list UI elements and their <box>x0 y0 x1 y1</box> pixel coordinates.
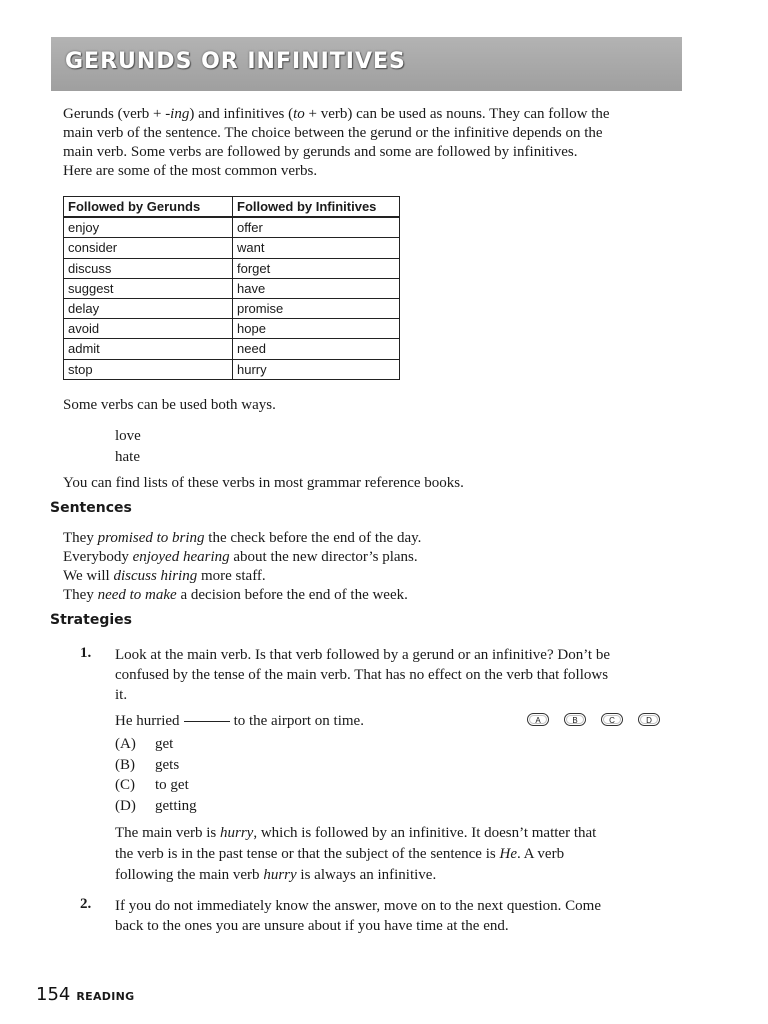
option-c <box>115 775 197 796</box>
sentence-text: the check before the end of the day. <box>204 530 422 546</box>
section-label: READING <box>76 990 135 1003</box>
table-header-row <box>64 197 400 218</box>
explanation <box>115 823 596 886</box>
sentence-text: They <box>63 587 98 603</box>
option-letter: (A) <box>115 736 136 752</box>
intro-line-1 <box>63 105 610 124</box>
infinitive-cell: forget <box>233 258 400 278</box>
explanation-text: following the main verb <box>115 867 264 883</box>
strategy-2-number: 2. <box>80 896 92 912</box>
explanation-text: the verb is in the past tense or that the subject of the sentence is <box>115 846 500 862</box>
infinitive-cell: have <box>233 278 400 298</box>
lists-note: You can find lists of these verbs in most grammar reference books. <box>63 475 464 491</box>
explanation-emphasis: hurry <box>263 867 297 883</box>
answer-bubbles <box>527 713 660 726</box>
explanation-text: , which is followed by an infinitive. It doesn’t matter that <box>253 825 597 841</box>
option-text: getting <box>155 797 197 814</box>
title-banner <box>51 37 682 91</box>
explanation-text: The main verb is <box>115 825 220 841</box>
strategy-1-line: confused by the tense of the main verb. That has no effect on the verb that follows <box>115 667 609 683</box>
sentence-4 <box>63 586 421 605</box>
strategy-2-line: back to the ones you are unsure about if you have time at the end. <box>115 918 509 934</box>
infinitive-cell: promise <box>233 298 400 318</box>
bubble-d[interactable]: D <box>638 713 660 726</box>
intro-line-3: main verb. Some verbs are followed by gerunds and some are followed by infinitives. <box>63 144 578 160</box>
both-example-love: love <box>115 428 141 444</box>
bubble-c[interactable]: C <box>601 713 623 726</box>
explanation-text: . A verb <box>516 846 565 862</box>
table-row <box>64 339 400 359</box>
infinitive-cell: hurry <box>233 359 400 379</box>
example-question <box>115 712 364 731</box>
table-row <box>64 258 400 278</box>
intro-emphasis: to <box>293 106 305 122</box>
explanation-text: is always an infinitive. <box>296 867 437 883</box>
sentence-emphasis: need to make <box>97 587 177 603</box>
sentence-text: more staff. <box>197 568 266 584</box>
header-gerunds: Followed by Gerunds <box>64 197 233 218</box>
sentence-1 <box>63 529 421 548</box>
page-number: 154 <box>36 984 71 1005</box>
option-b <box>115 755 197 776</box>
table-row <box>64 319 400 339</box>
sentences-heading: Sentences <box>50 500 132 516</box>
intro-text: Gerunds (verb + <box>63 106 166 122</box>
intro-text: ) and infinitives ( <box>189 106 294 122</box>
sentence-text: a decision before the end of the week. <box>176 587 408 603</box>
strategy-1-line: it. <box>115 687 128 703</box>
strategy-2-text <box>115 896 601 936</box>
table-row <box>64 359 400 379</box>
option-a <box>115 734 197 755</box>
table-row <box>64 217 400 238</box>
both-ways-note: Some verbs can be used both ways. <box>63 397 276 413</box>
bubble-b[interactable]: B <box>564 713 586 726</box>
option-text: get <box>155 736 174 752</box>
gerund-cell: suggest <box>64 278 233 298</box>
gerund-cell: avoid <box>64 319 233 339</box>
infinitive-cell: need <box>233 339 400 359</box>
question-end: to the airport on time. <box>233 713 364 729</box>
intro-emphasis: -ing <box>165 106 190 122</box>
sentence-text: about the new director’s plans. <box>229 549 418 565</box>
sentence-text: We will <box>63 568 114 584</box>
bubble-a[interactable]: A <box>527 713 549 726</box>
infinitive-cell: offer <box>233 217 400 238</box>
sentences-block <box>63 529 421 605</box>
intro-paragraph <box>63 105 610 181</box>
option-letter: (B) <box>115 756 135 773</box>
explanation-line <box>115 865 596 886</box>
answer-blank <box>184 721 230 722</box>
sentence-emphasis: enjoyed hearing <box>132 549 230 565</box>
sentence-emphasis: promised to bring <box>97 530 205 546</box>
explanation-line <box>115 823 596 844</box>
gerund-cell: enjoy <box>64 217 233 238</box>
infinitive-cell: want <box>233 238 400 258</box>
header-infinitives: Followed by Infinitives <box>233 197 400 218</box>
option-d <box>115 796 197 817</box>
explanation-line <box>115 844 596 865</box>
intro-text: + verb) can be used as nouns. They can follow the <box>304 106 610 122</box>
option-text: gets <box>155 756 180 773</box>
strategy-1-text <box>115 645 610 705</box>
answer-options <box>115 734 197 816</box>
sentence-2 <box>63 548 421 567</box>
table-row <box>64 298 400 318</box>
verb-table <box>63 196 400 380</box>
both-example-hate: hate <box>115 449 140 465</box>
explanation-emphasis: hurry <box>219 825 254 841</box>
gerund-cell: consider <box>64 238 233 258</box>
strategy-1-number: 1. <box>80 645 92 661</box>
gerund-cell: stop <box>64 359 233 379</box>
infinitive-cell: hope <box>233 319 400 339</box>
sentence-text: They <box>63 530 98 546</box>
option-letter: (C) <box>115 777 135 793</box>
gerund-cell: delay <box>64 298 233 318</box>
option-text: to get <box>155 777 189 793</box>
sentence-text: Everybody <box>63 549 133 565</box>
strategies-heading: Strategies <box>50 612 132 628</box>
table-row <box>64 278 400 298</box>
page-title: GERUNDS OR INFINITIVES <box>65 49 406 74</box>
page-footer <box>36 984 134 1005</box>
intro-line-4: Here are some of the most common verbs. <box>63 163 318 179</box>
intro-line-2: main verb of the sentence. The choice between the gerund or the infinitive depends on the <box>63 125 603 141</box>
gerund-cell: admit <box>64 339 233 359</box>
sentence-emphasis: discuss hiring <box>113 568 198 584</box>
question-start: He hurried <box>115 713 180 729</box>
sentence-3 <box>63 567 421 586</box>
option-letter: (D) <box>115 797 136 814</box>
explanation-emphasis: He <box>499 846 517 862</box>
strategy-1-line: Look at the main verb. Is that verb followed by a gerund or an infinitive? Don’t be <box>115 647 610 663</box>
table-row <box>64 238 400 258</box>
strategy-2-line: If you do not immediately know the answer, move on to the next question. Come <box>115 898 601 914</box>
gerund-cell: discuss <box>64 258 233 278</box>
